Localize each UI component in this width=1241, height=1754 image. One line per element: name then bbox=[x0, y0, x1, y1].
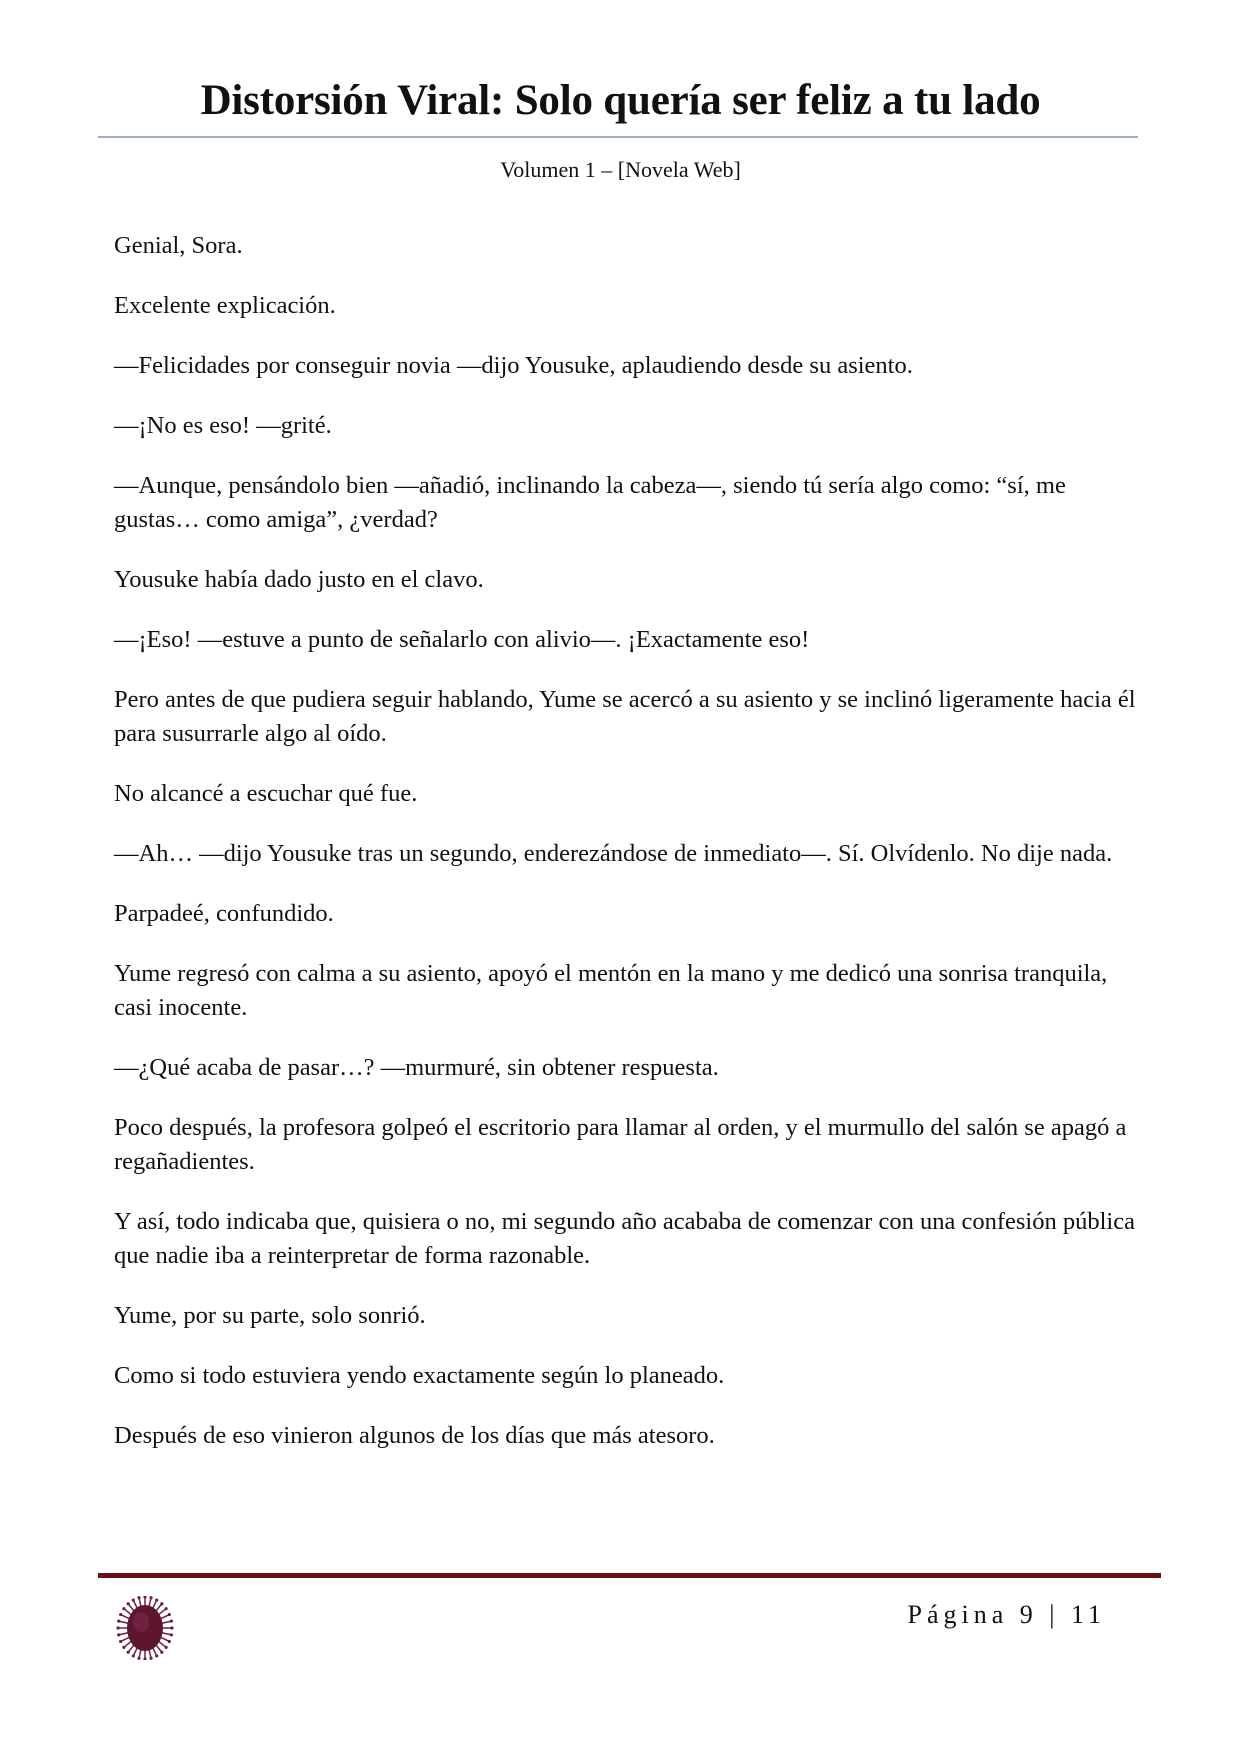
paragraph: Poco después, la profesora golpeó el escritorio para llamar al orden, y el murmullo del salón se apagó a regañadientes. bbox=[114, 1114, 1127, 1175]
paragraph: Como si todo estuviera yendo exactamente según lo planeado. bbox=[114, 1362, 725, 1389]
paragraph: Yousuke había dado justo en el clavo. bbox=[114, 566, 484, 593]
paragraph: —Felicidades por conseguir novia —dijo Yousuke, aplaudiendo desde su asiento. bbox=[114, 352, 913, 379]
paragraph: —¿Qué acaba de pasar…? —murmuré, sin obtener respuesta. bbox=[114, 1054, 719, 1081]
paragraph: Y así, todo indicaba que, quisiera o no, mi segundo año acababa de comenzar con una confesión pública que nadie iba a reinterpretar de forma razonable. bbox=[114, 1208, 1135, 1269]
paragraph: Después de eso vinieron algunos de los días que más atesoro. bbox=[114, 1422, 715, 1449]
paragraph: —¡Eso! —estuve a punto de señalarlo con alivio—. ¡Exactamente eso! bbox=[114, 626, 810, 653]
paragraph: Excelente explicación. bbox=[114, 292, 336, 319]
paragraph: —Aunque, pensándolo bien —añadió, inclinando la cabeza—, siendo tú sería algo como: “sí, me gustas… como amiga”, ¿verdad? bbox=[114, 472, 1066, 533]
document-subtitle: Volumen 1 – [Novela Web] bbox=[500, 157, 741, 182]
paragraph: No alcancé a escuchar qué fue. bbox=[114, 780, 418, 807]
document-title: Distorsión Viral: Solo quería ser feliz a tu lado bbox=[200, 77, 1041, 124]
paragraph: Pero antes de que pudiera seguir hablando, Yume se acercó a su asiento y se inclinó ligeramente hacia él para susurrarle algo al oído. bbox=[114, 686, 1136, 747]
body-text bbox=[114, 229, 1144, 1479]
footer-divider bbox=[98, 1573, 1161, 1578]
paragraph: Genial, Sora. bbox=[114, 232, 243, 259]
virus-icon bbox=[113, 1596, 177, 1660]
header-divider bbox=[98, 136, 1138, 138]
paragraph: —Ah… —dijo Yousuke tras un segundo, enderezándose de inmediato—. Sí. Olvídenlo. No dije nada. bbox=[114, 840, 1113, 867]
paragraph: Yume regresó con calma a su asiento, apoyó el mentón en la mano y me dedicó una sonrisa tranquila, casi inocente. bbox=[114, 960, 1108, 1021]
paragraph: —¡No es eso! —grité. bbox=[114, 412, 332, 439]
page-number: Página 9 | 11 bbox=[907, 1600, 1106, 1629]
paragraph: Parpadeé, confundido. bbox=[114, 900, 334, 927]
paragraph: Yume, por su parte, solo sonrió. bbox=[114, 1302, 426, 1329]
